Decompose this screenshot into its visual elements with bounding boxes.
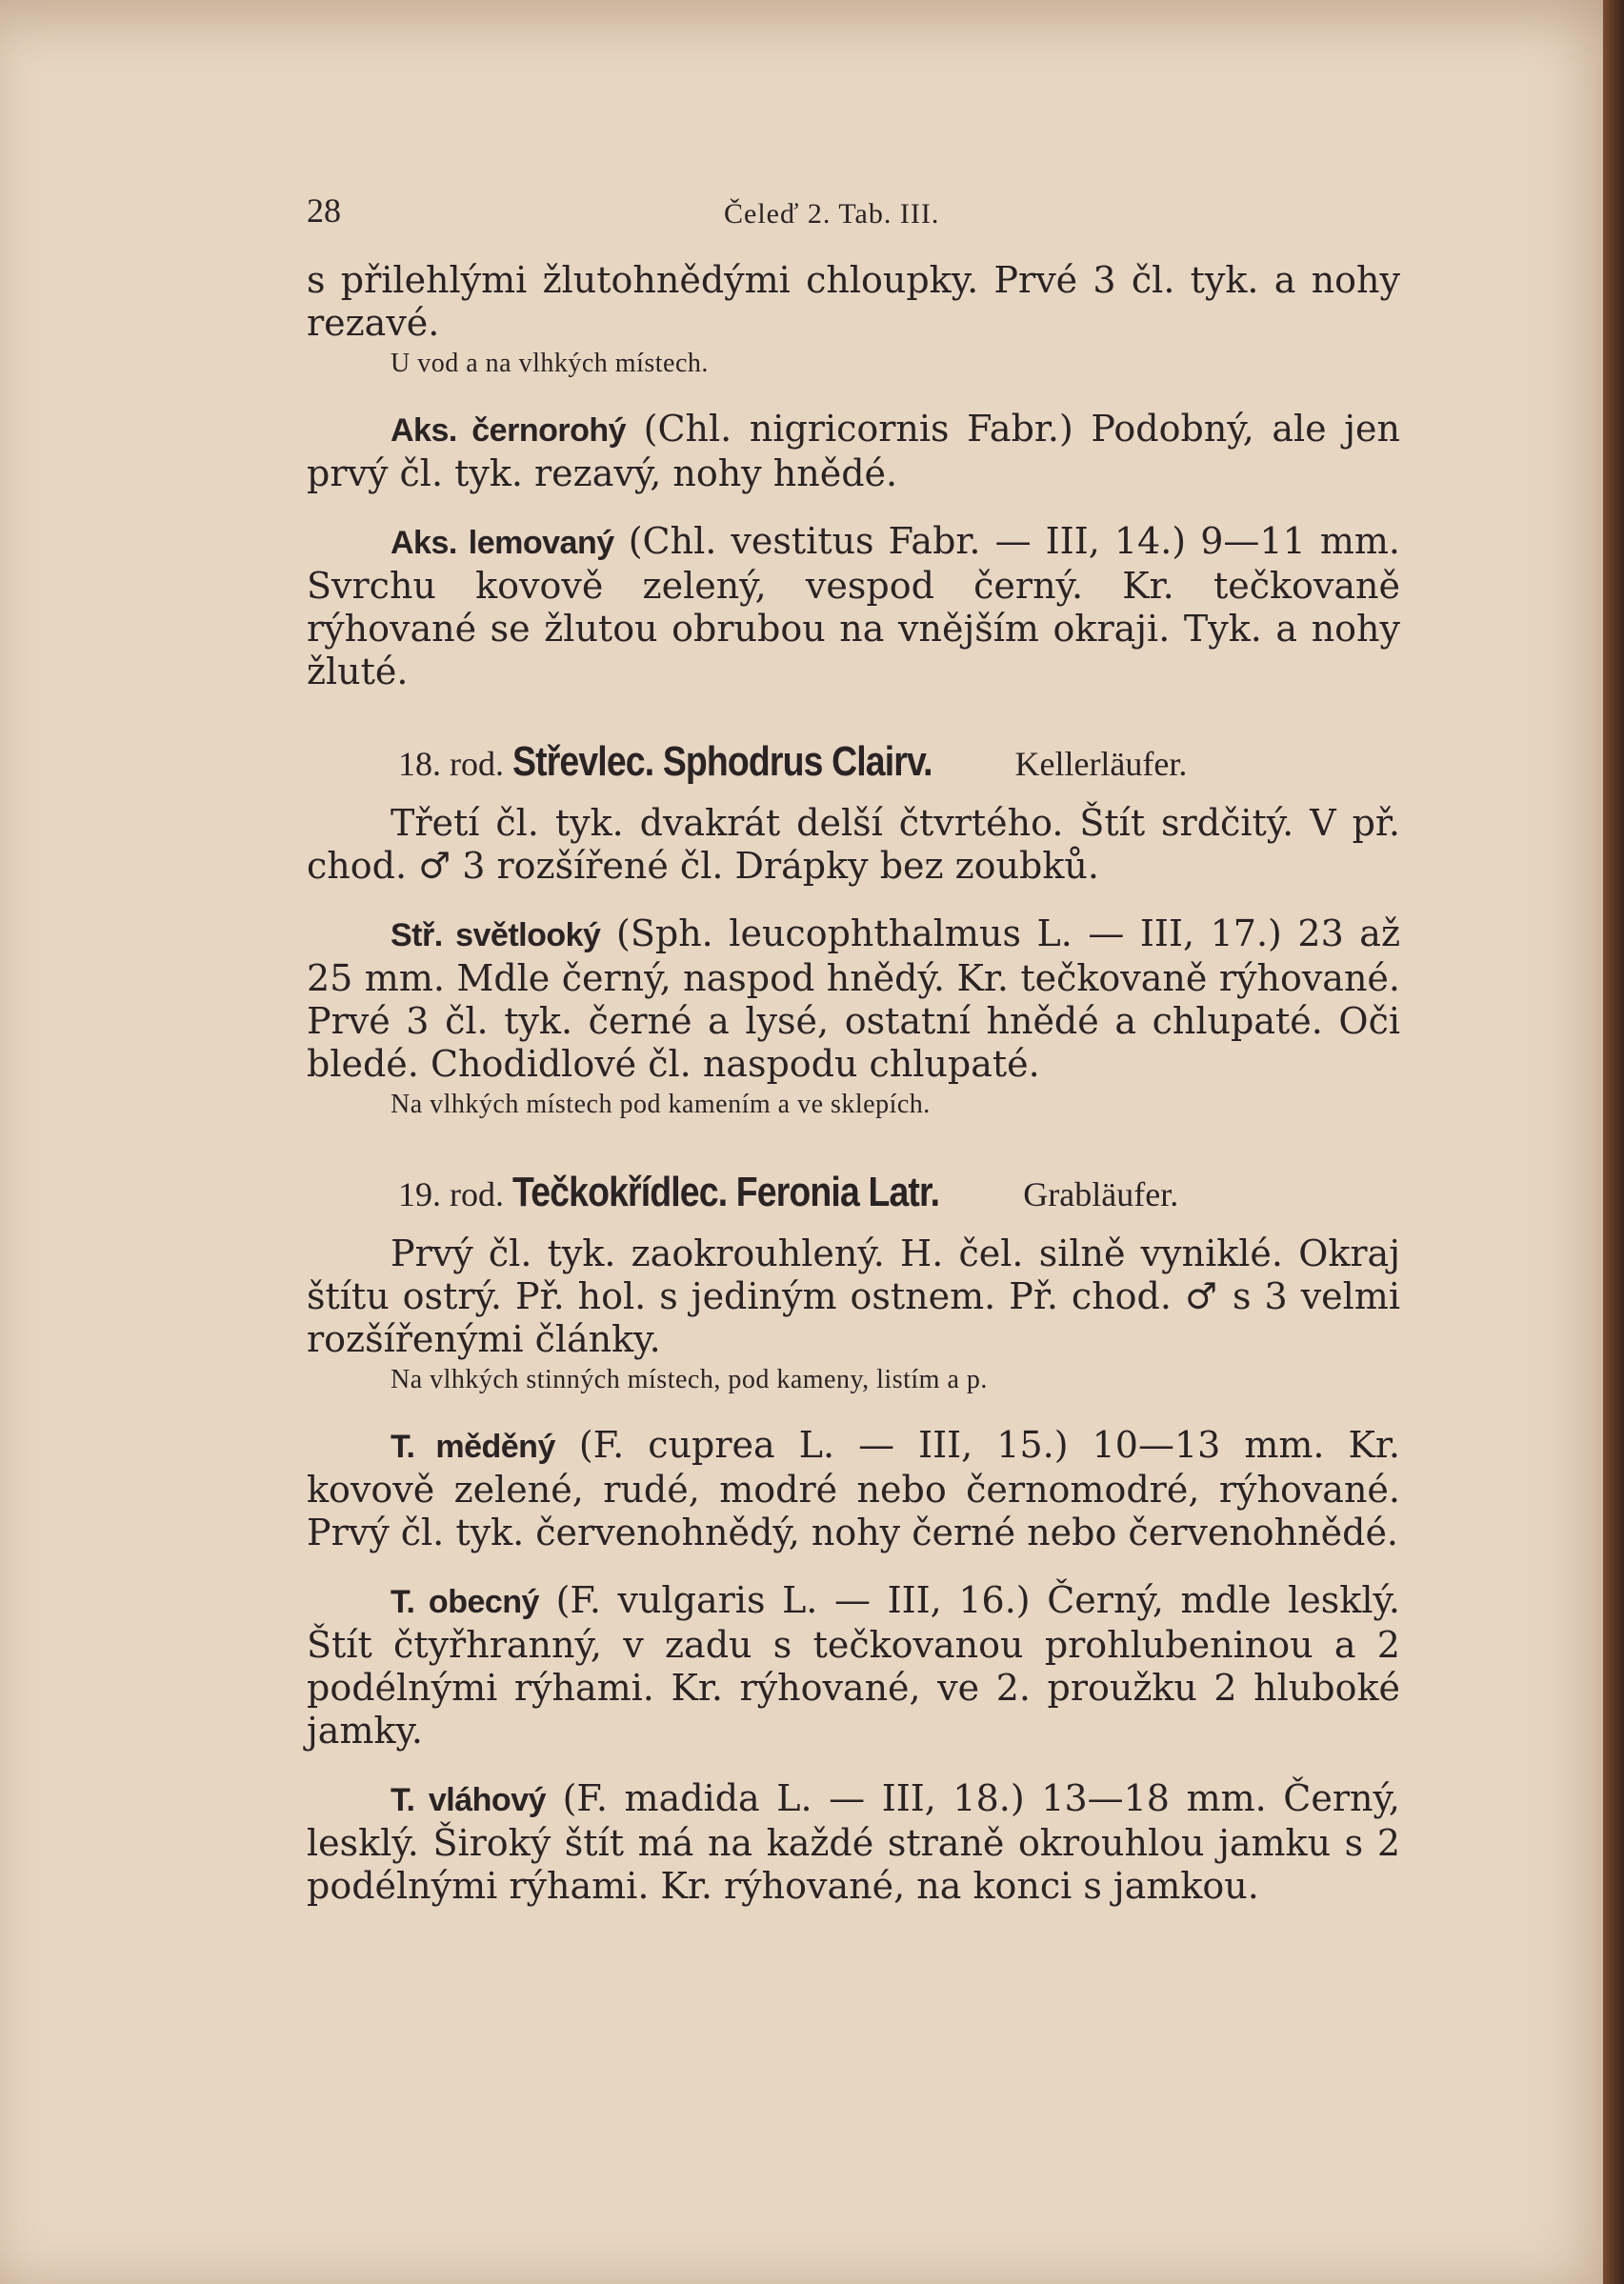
genus-description: Třetí čl. tyk. dvakrát delší čtvrtého. Štít srdčitý. V př. chod. ♂ 3 rozšířené čl. Drápky bez zoubků.	[307, 802, 1400, 887]
species-entry	[307, 408, 1400, 495]
genus-heading	[398, 1164, 1400, 1223]
genus-german-name: Kellerläufer.	[1014, 745, 1188, 783]
genus-prefix: 19. rod.	[398, 1175, 504, 1213]
species-name: T. obecný	[391, 1584, 539, 1620]
species-entry	[307, 520, 1400, 693]
page-number: 28	[307, 191, 341, 230]
species-entry	[307, 1777, 1400, 1908]
page-header	[307, 181, 1400, 248]
species-name: Aks. lemovaný	[391, 525, 614, 561]
habitat-note: U vod a na vlhkých místech.	[391, 349, 709, 378]
genus-name: Tečkokřídlec. Feronia Latr.	[512, 1169, 940, 1215]
habitat-note: Na vlhkých místech pod kamením a ve sklepích.	[391, 1090, 931, 1119]
species-description: (Sph. leucophthalmus L. — III, 17.) 23 až 25 mm. Mdle černý, naspod hnědý. Kr. tečkovaně rýhované. Prvé 3 čl. tyk. černé a lysé, ostatní hnědé a chlupaté. Oči bledé. Chodidlové čl. naspodu chlupaté.	[307, 912, 1400, 1085]
species-name: T. měděný	[391, 1429, 555, 1465]
species-entry	[307, 1579, 1400, 1753]
species-name: Stř. světlooký	[391, 917, 601, 953]
genus-description: Prvý čl. tyk. zaokrouhlený. H. čel. silně vyniklé. Okraj štítu ostrý. Př. hol. s jediným ostnem. Př. chod. ♂ s 3 velmi rozšířenými články.	[307, 1232, 1400, 1360]
species-entry	[307, 1424, 1400, 1554]
species-description: (Chl. vestitus Fabr. — III, 14.) 9—11 mm. Svrchu kovově zelený, vespod černý. Kr. tečkovaně rýhované se žlutou obrubou na vnějším okraji. Tyk. a nohy žluté.	[307, 520, 1400, 692]
species-name: T. vláhový	[391, 1782, 547, 1818]
page-content	[307, 181, 1400, 1908]
genus-heading	[398, 733, 1400, 792]
running-head: Čeleď 2. Tab. III.	[724, 198, 940, 230]
species-entry	[307, 912, 1400, 1086]
species-description: (F. cuprea L. — III, 15.) 10—13 mm. Kr. kovově zelené, rudé, modré nebo černomodré, rýhované. Prvý čl. tyk. červenohnědý, nohy černé nebo červenohnědé.	[307, 1424, 1400, 1553]
book-spine	[1603, 0, 1624, 2284]
species-name: Aks. černorohý	[391, 412, 627, 449]
species-description: (Chl. nigricornis Fabr.) Podobný, ale jen prvý čl. tyk. rezavý, nohy hnědé.	[307, 408, 1400, 494]
species-description: (F. vulgaris L. — III, 16.) Černý, mdle lesklý. Štít čtyřhranný, v zadu s tečkovanou prohlubeninou a 2 podélnými rýhami. Kr. rýhované, ve 2. proužku 2 hluboké jamky.	[307, 1579, 1400, 1752]
habitat-note: Na vlhkých stinných místech, pod kameny, listím a p.	[391, 1365, 988, 1394]
species-description: (F. madida L. — III, 18.) 13—18 mm. Černý, lesklý. Široký štít má na každé straně okrouhlou jamku s 2 podélnými rýhami. Kr. rýhované, na konci s jamkou.	[307, 1777, 1400, 1907]
genus-german-name: Grabläufer.	[1023, 1175, 1179, 1213]
genus-prefix: 18. rod.	[398, 745, 504, 783]
genus-name: Střevlec. Sphodrus Clairv.	[512, 738, 932, 785]
paragraph-continuation: s přilehlými žlutohnědými chloupky. Prvé 3 čl. tyk. a nohy rezavé.	[307, 259, 1400, 344]
